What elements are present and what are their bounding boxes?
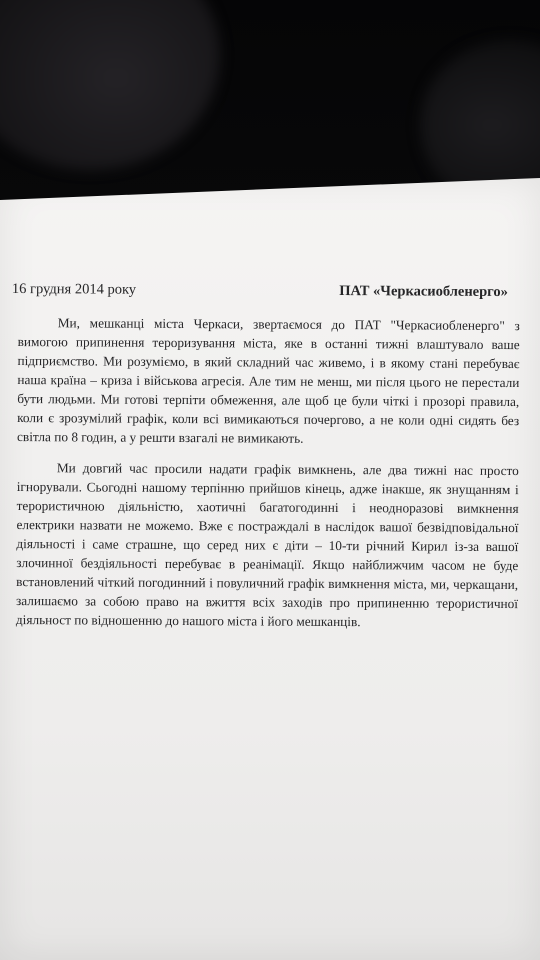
letter-addressee: ПАТ «Черкасиобленерго» (339, 282, 508, 301)
letter-header (12, 281, 528, 310)
letter-paragraph: Ми довгий час просили надати графік вимкнень, але два тижні нас просто ігнорували. Сьогодні нашому терпінню прийшов кінець, адже інакше, як знущанням і терористичною діяльністю, хаотичні багатогодинні і неодноразові вимкнення електрики назвати не можемо. Вже є постраждалі в наслідок вашої безвідповідальної діяльності і саме страшне, що серед них є діти – 10-ти річний Кирил із-за вашої злочинної бездіяльності перебуває в реанімації. Якщо найближчим часом не буде встановлений чіткий погодинний і повуличний графік вимкнення міста, ми, черкащани, залишаємо за собою право на вжиття всіх заходів про припиненню терористичної діяльност по відношенню до нашого міста і його мешканців. (15, 460, 519, 630)
letter-date: 16 грудня 2014 року (11, 281, 137, 298)
dark-background-object (0, 0, 220, 170)
letter-paragraph: Ми, мешканці міста Черкаси, звертаємося до ПАТ "Черкасиобленерго" з вимогою припинення тероризування міста, яке в останні тижні влаштувало ваше підприємство. Ми розуміємо, в який складний час живемо, і в якому стані перебуває наша країна – криза і військова агресія. Але тим не менш, ми після цього не перестали бути людьми. Ми готові терпіти обмеження, але щоб це були чіткі і прозорі правила, коли є зрозумілий графік, коли всі вимикаються почергово, а не коли одні сидять без світла по 8 годин, а у решти взагалі не вимикають. (17, 315, 520, 446)
letter (10, 281, 528, 632)
